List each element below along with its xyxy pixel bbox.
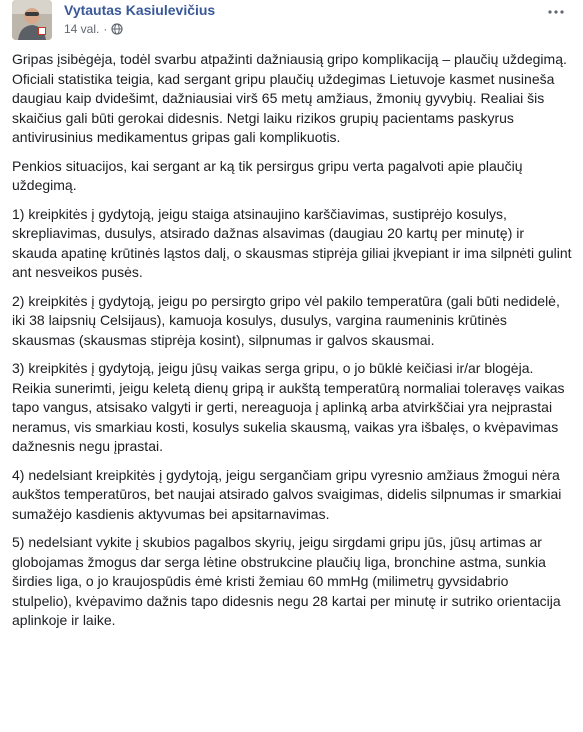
post-paragraph-intro: Gripas įsibėgėja, todėl svarbu atpažinti dažniausią gripo komplikaciją – plaučių uždegimą. Oficiali statistika teigia, kad sergant gripu plaučių uždegimas Lietuvoje kasmet nusineša daugiau kaip dvidešimt, dažniausiai virš 65 metų amžiaus, žmonių gyvybių. Realiai šis skaičius gali būti gerokai didesnis. Netgi laiku rizikos grupių pacientams paskyrus antivirusinius medikamentus gripas gali komplikuotis.: [12, 51, 567, 145]
avatar-photo: [12, 0, 52, 40]
author-name[interactable]: Vytautas Kasiulevičius: [64, 2, 216, 18]
post-paragraph-item-3: 3) kreipkitės į gydytoją, jeigu jūsų vaikas serga gripu, o jo būklė keičiasi ir/ar blogėja. Reikia sunerimti, jeigu keletą dienų gripą ir aukštą temperatūrą normaliai toleravęs vaikas tapo vangus, atsisako valgyti ir gerti, nereaguoja į aplinką arba atvirkščiai yra neįprastai neramus, vis smarkiau kosti, kosulys sukelia skausmą, vaikas yra išbalęs, o kvėpavimas dažnesnis negu įprastai.: [12, 360, 565, 454]
post-body: [12, 50, 572, 640]
post-paragraph-item-4: 4) nedelsiant kreipkitės į gydytoją, jeigu sergančiam gripu vyresnio amžiaus žmogui nėra aukštos temperatūros, bet naujai atsirado galvos svaigimas, didelis silpnumas ir smarkiai sumažėjo kasdienis aktyvumas bei apsitarnavimas.: [12, 466, 562, 522]
post-header: [12, 0, 572, 40]
more-options-button[interactable]: [544, 4, 568, 20]
avatar[interactable]: [12, 0, 52, 40]
meta-separator: ·: [103, 22, 108, 36]
post-meta: [64, 22, 123, 36]
post-paragraph-item-1: 1) kreipkitės į gydytoją, jeigu staiga atsinaujino karščiavimas, sustiprėjo kosulys, skrepliavimas, dusulys, atsirado dažnas alsavimas (daugiau 20 kartų per minutę) ir skauda apatinę krūtinės ląstos dalį, o skausmas stiprėja giliai įkvepiant ir ima silpnėti gulint ant nesveikos pusės.: [12, 205, 572, 280]
more-options-icon: [548, 10, 564, 14]
post-paragraph-item-5: 5) nedelsiant vykite į skubios pagalbos skyrių, jeigu sirgdami gripu jūs, jūsų artimas ar globojamas žmogus dar serga lėtine obstrukcine plaučių liga, bronchine astma, sunkia širdies liga, o jo kraujospūdis ėmė kristi žemiau 60 mmHg (milimetrų gyvsidabrio stulpelio), kvėpavimo dažnis tapo didesnis negu 28 kartai per minutę ir sutriko orientacija aplinkoje ir laike.: [12, 534, 561, 628]
post-paragraph-item-2: 2) kreipkitės į gydytoją, jeigu po persirgto gripo vėl pakilo temperatūra (gali būti nedidelė, iki 38 laipsnių Celsijaus), kamuoja kosulys, dusulys, vargina raumeninis krūtinės skausmas (skausmas stiprėja kosint), silpnumas ir galvos skausmai.: [12, 292, 560, 348]
globe-icon[interactable]: [111, 23, 123, 35]
post-paragraph-situations: Penkios situacijos, kai sergant ar ką tik persirgus gripu verta pagalvoti apie plaučių uždegimą.: [12, 157, 523, 193]
post-timestamp[interactable]: 14 val.: [64, 22, 100, 36]
